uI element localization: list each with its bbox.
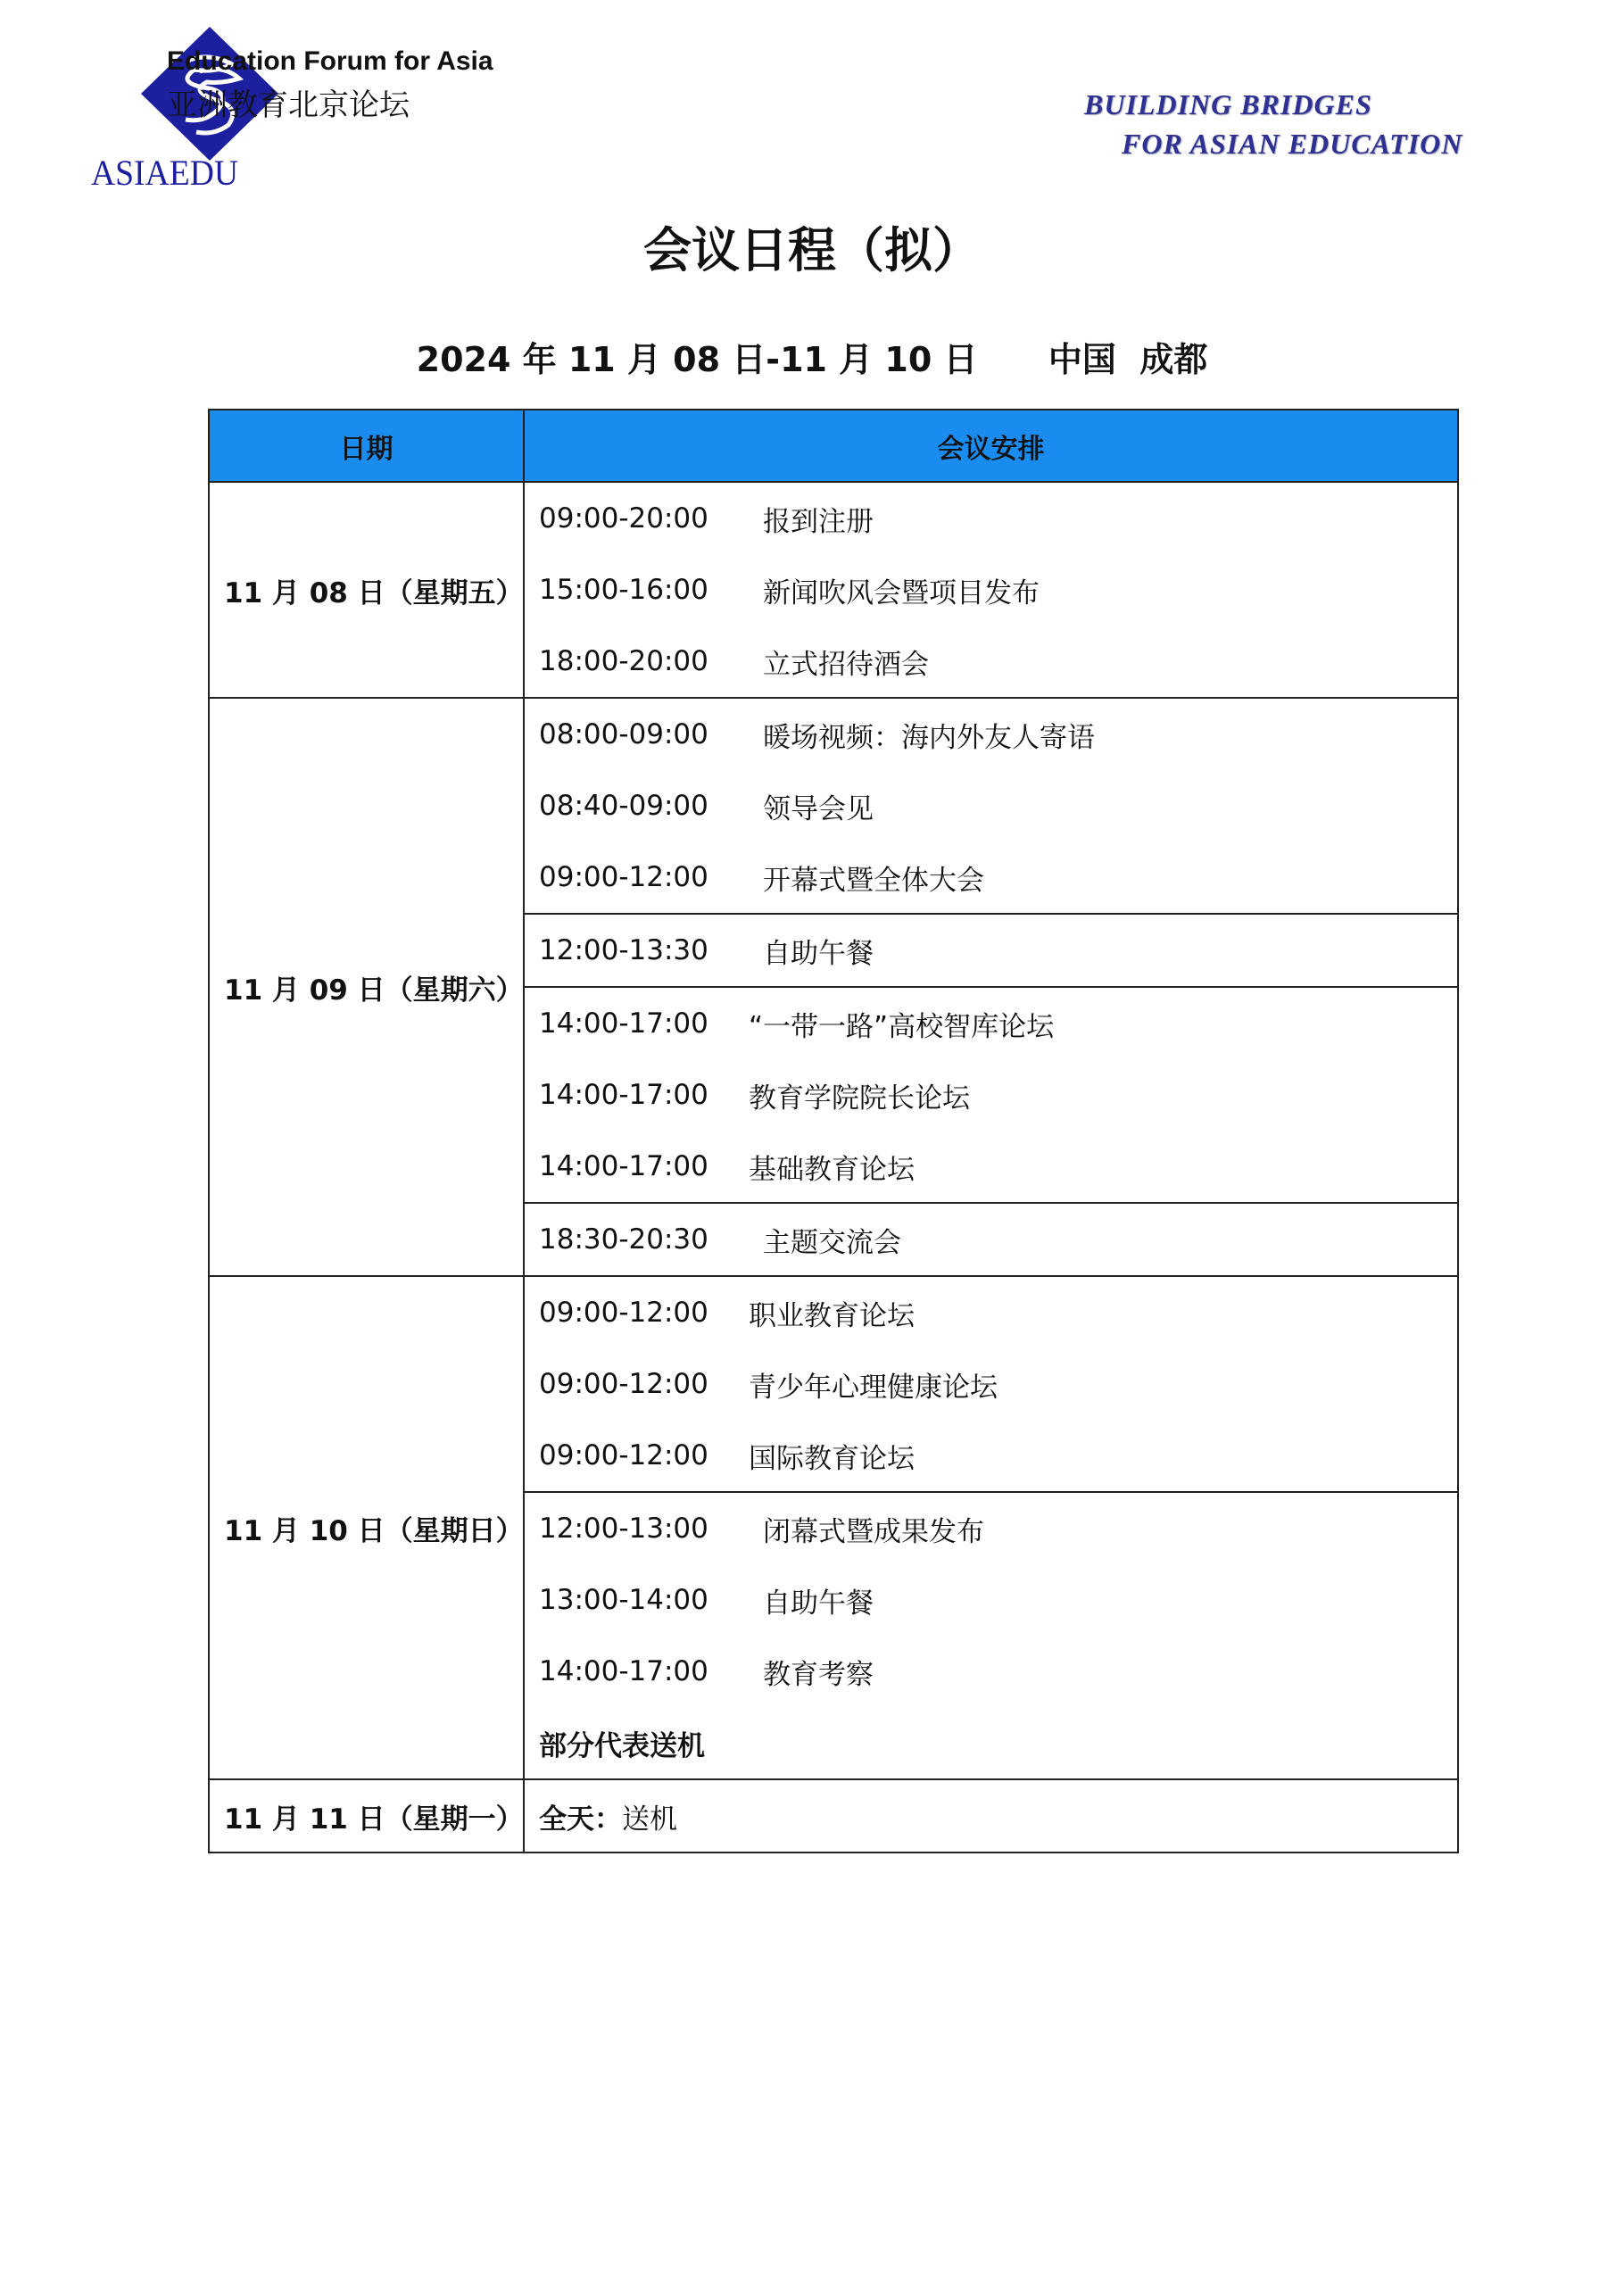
- table-row: [209, 482, 1458, 698]
- schedule-item: [539, 988, 1443, 1059]
- day-date: 11 月 10 日（星期日）: [209, 1276, 524, 1779]
- event-name: 职业教育论坛: [749, 1299, 915, 1332]
- schedule-item: [539, 1277, 1443, 1348]
- header-date: 日期: [209, 410, 524, 482]
- slogan-line-2: FOR ASIAN EDUCATION: [1122, 128, 1463, 160]
- event-time: 12:00-13:00: [539, 1513, 708, 1545]
- schedule-cell: [524, 987, 1458, 1203]
- event-name: 报到注册: [763, 505, 874, 538]
- schedule-cell: [524, 1203, 1458, 1276]
- schedule-item: [539, 1780, 1443, 1852]
- event-name: 教育考察: [763, 1658, 874, 1691]
- schedule-item: [539, 1493, 1443, 1564]
- event-time: 15:00-16:00: [539, 574, 708, 606]
- org-name-en: Education Forum for Asia: [167, 46, 493, 76]
- schedule-cell: [524, 914, 1458, 987]
- event-name: 暖场视频：海内外友人寄语: [763, 721, 1095, 754]
- schedule-item: [539, 1564, 1443, 1636]
- schedule-cell: [524, 482, 1458, 698]
- event-time: 09:00-12:00: [539, 861, 708, 893]
- logo-text: ASIAEDU: [91, 153, 239, 192]
- event-name: 送机: [622, 1803, 677, 1836]
- day-date: 11 月 11 日（星期一）: [209, 1779, 524, 1853]
- event-name: 基础教育论坛: [749, 1153, 915, 1186]
- bold-note: 全天：: [539, 1803, 622, 1836]
- event-name: 国际教育论坛: [749, 1442, 915, 1475]
- event-name: 开幕式暨全体大会: [763, 864, 984, 897]
- event-time: 14:00-17:00: [539, 1150, 708, 1182]
- slogan-line-1: BUILDING BRIDGES: [1084, 88, 1372, 120]
- table-row: [209, 1276, 1458, 1492]
- event-time: 08:00-09:00: [539, 718, 708, 750]
- event-time: 14:00-17:00: [539, 1079, 708, 1111]
- day-date: 11 月 09 日（星期六）: [209, 698, 524, 1276]
- schedule-cell: [524, 1779, 1458, 1853]
- schedule-item: [539, 483, 1443, 554]
- event-time: 09:00-20:00: [539, 502, 708, 535]
- schedule-item: [539, 841, 1443, 913]
- event-name: 自助午餐: [763, 937, 874, 970]
- schedule-cell: [524, 698, 1458, 914]
- event-time: 09:00-12:00: [539, 1439, 708, 1471]
- event-time: 14:00-17:00: [539, 1007, 708, 1040]
- event-name: 闭幕式暨成果发布: [763, 1515, 984, 1548]
- schedule-item: [539, 1348, 1443, 1420]
- event-time: 13:00-14:00: [539, 1584, 708, 1616]
- schedule-item: [539, 699, 1443, 770]
- schedule-item: [539, 626, 1443, 697]
- schedule-item: [539, 1131, 1443, 1202]
- schedule-item: [539, 770, 1443, 841]
- schedule-item: [539, 1420, 1443, 1491]
- schedule-item: [539, 1636, 1443, 1707]
- schedule-table: [208, 409, 1459, 1853]
- schedule-item: [539, 1707, 1443, 1778]
- event-time: 18:30-20:30: [539, 1223, 708, 1256]
- org-name-cn: 亚洲教育北京论坛: [167, 87, 410, 123]
- date-location-subtitle: 2024 年 11 月 08 日-11 月 10 日 中国 成都: [416, 340, 1208, 379]
- slogan: [1084, 85, 1462, 163]
- schedule-item: [539, 1204, 1443, 1275]
- event-name: 教育学院院长论坛: [749, 1082, 970, 1115]
- event-time: 09:00-12:00: [539, 1368, 708, 1400]
- bold-note: 部分代表送机: [539, 1729, 705, 1762]
- event-name: 青少年心理健康论坛: [749, 1371, 998, 1404]
- day-date: 11 月 08 日（星期五）: [209, 482, 524, 698]
- event-time: 12:00-13:30: [539, 934, 708, 966]
- page-title: 会议日程（拟）: [643, 222, 981, 278]
- event-name: 领导会见: [763, 792, 874, 825]
- header-schedule: 会议安排: [524, 410, 1458, 482]
- table-row: [209, 698, 1458, 914]
- event-time: 18:00-20:00: [539, 645, 708, 677]
- schedule-cell: [524, 1276, 1458, 1492]
- table-header-row: [209, 410, 1458, 482]
- event-name: 新闻吹风会暨项目发布: [763, 576, 1040, 609]
- event-name: 立式招待酒会: [763, 648, 929, 681]
- schedule-item: [539, 915, 1443, 986]
- event-time: 14:00-17:00: [539, 1655, 708, 1687]
- schedule-item: [539, 1059, 1443, 1131]
- event-name: “一带一路”高校智库论坛: [749, 1010, 1055, 1043]
- schedule-cell: [524, 1492, 1458, 1779]
- event-name: 主题交流会: [763, 1226, 901, 1259]
- schedule-item: [539, 554, 1443, 626]
- event-time: 09:00-12:00: [539, 1297, 708, 1329]
- event-time: 08:40-09:00: [539, 790, 708, 822]
- event-name: 自助午餐: [763, 1587, 874, 1620]
- table-row: [209, 1779, 1458, 1853]
